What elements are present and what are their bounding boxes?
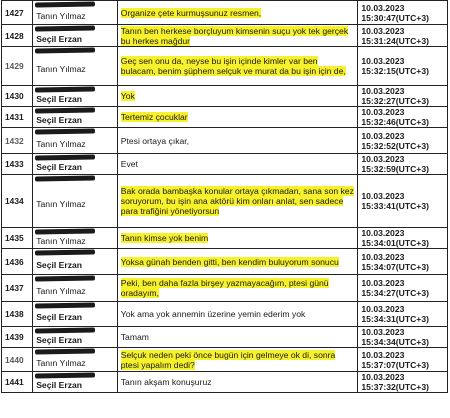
row-number: 1429 [2, 47, 33, 86]
sender-name: Tanın Yılmaz [36, 236, 86, 246]
timestamp-cell [358, 128, 448, 154]
sender-cell [33, 249, 118, 275]
row-number: 1427 [2, 1, 33, 25]
row-number: 1435 [2, 228, 33, 249]
message-cell [117, 275, 358, 302]
message-cell [117, 302, 358, 327]
timestamp-cell [358, 86, 448, 107]
message-date: 10.03.2023 [361, 154, 405, 164]
row-number: 1440 [2, 348, 33, 372]
table-row [2, 154, 448, 175]
message-time: 15:34:27(UTC+3) [361, 288, 429, 298]
message-time: 15:30:47(UTC+3) [361, 12, 429, 23]
timestamp-cell [358, 47, 448, 86]
message-text: Geç sen onu da, neyse bu işin içinde kimler var ben bulacam, benim şüphem selçuk ve murat da bu işin için de, [120, 56, 346, 76]
redaction-mark [35, 107, 95, 113]
table-row [2, 1, 448, 25]
message-cell [117, 372, 358, 393]
message-date: 10.03.2023 [361, 130, 405, 141]
sender-name: Tanın Yılmaz [36, 199, 86, 209]
table-row [2, 107, 448, 128]
redaction-mark [35, 372, 95, 378]
timestamp-cell [358, 302, 448, 327]
table-row [2, 302, 448, 327]
message-cell [117, 228, 358, 249]
sender-cell [33, 1, 118, 25]
table-row [2, 47, 448, 86]
message-log-body [2, 1, 448, 393]
row-number: 1433 [2, 154, 33, 175]
sender-cell [33, 107, 118, 128]
table-row [2, 249, 448, 275]
sender-cell [33, 228, 118, 249]
sender-name: Seçil Erzan [36, 259, 83, 270]
sender-name: Seçil Erzan [36, 312, 83, 322]
sender-cell [33, 327, 118, 348]
message-time: 15:32:15(UTC+3) [361, 66, 429, 76]
message-text: Organize çete kurmuşsunuz resmen, [120, 7, 262, 18]
sender-name: Tanın Yılmaz [36, 138, 86, 149]
message-time: 15:32:27(UTC+3) [361, 96, 429, 106]
redaction-mark [35, 302, 95, 308]
message-text: Yoksa günah benden gitti, ben kendim buluyorum sonucu [120, 256, 339, 267]
message-cell [117, 25, 358, 47]
message-time: 15:32:46(UTC+3) [361, 117, 429, 127]
sender-cell [33, 348, 118, 372]
table-row [2, 327, 448, 348]
message-date: 10.03.2023 [361, 278, 405, 288]
message-text: Ptesi ortaya çıkar, [120, 135, 190, 146]
table-row [2, 228, 448, 249]
timestamp-cell [358, 175, 448, 228]
table-row [2, 275, 448, 302]
redaction-mark [35, 249, 95, 255]
message-time: 15:32:59(UTC+3) [361, 164, 429, 174]
table-row [2, 348, 448, 372]
message-date: 10.03.2023 [361, 304, 405, 314]
message-cell [117, 107, 358, 128]
message-text: Tertemiz çocuklar [120, 112, 188, 122]
message-text: Tanın akşam konuşuruz [120, 377, 212, 387]
row-number: 1432 [2, 128, 33, 154]
row-number: 1437 [2, 275, 33, 302]
sender-cell [33, 25, 118, 47]
sender-cell [33, 154, 118, 175]
redaction-mark [35, 47, 95, 53]
message-date: 10.03.2023 [361, 86, 405, 96]
sender-name: Tanın Yılmaz [36, 357, 86, 368]
message-time: 15:34:01(UTC+3) [361, 238, 429, 248]
message-text: Peki, ben daha fazla birşey yazmayacağım, ptesi günü oradayım, [120, 278, 329, 298]
sender-cell [33, 128, 118, 154]
message-date: 10.03.2023 [361, 107, 405, 117]
redaction-mark [35, 348, 95, 354]
sender-name: Seçil Erzan [36, 380, 83, 390]
timestamp-cell [358, 249, 448, 275]
sender-name: Tanın Yılmaz [36, 286, 86, 296]
message-time: 15:31:24(UTC+3) [361, 35, 429, 46]
message-date: 10.03.2023 [361, 327, 405, 337]
message-text: Evet [120, 159, 138, 169]
message-text: Tanın ben herkese borçluyum kimsenin suçu yok tek gerçek bu herkes mağdur [120, 25, 349, 46]
table-row [2, 175, 448, 228]
timestamp-cell [358, 372, 448, 393]
redaction-mark [35, 25, 95, 31]
row-number: 1436 [2, 249, 33, 275]
message-cell [117, 128, 358, 154]
sender-cell [33, 302, 118, 327]
message-log-table [1, 0, 448, 393]
sender-cell [33, 47, 118, 86]
table-row [2, 372, 448, 393]
message-text: Yok ama yok annemin üzerine yemin ederim yok [120, 309, 306, 319]
timestamp-cell [358, 154, 448, 175]
table-row [2, 86, 448, 107]
redaction-mark [35, 1, 95, 7]
message-time: 15:34:07(UTC+3) [361, 261, 429, 272]
row-number: 1438 [2, 302, 33, 327]
message-text: Tanın kimse yok benim [120, 233, 209, 243]
sender-name: Seçil Erzan [36, 94, 83, 104]
message-date: 10.03.2023 [361, 372, 405, 382]
message-time: 15:34:34(UTC+3) [361, 337, 429, 347]
sender-name: Seçil Erzan [36, 33, 83, 44]
timestamp-cell [358, 1, 448, 25]
message-date: 10.03.2023 [361, 251, 405, 262]
sender-cell [33, 275, 118, 302]
sender-name: Seçil Erzan [36, 162, 83, 172]
redaction-mark [35, 275, 95, 281]
sender-cell [33, 175, 118, 228]
message-cell [117, 175, 358, 228]
message-time: 15:34:31(UTC+3) [361, 314, 429, 324]
message-cell [117, 86, 358, 107]
row-number: 1430 [2, 86, 33, 107]
row-number: 1441 [2, 372, 33, 393]
sender-name: Seçil Erzan [36, 115, 83, 125]
timestamp-cell [358, 228, 448, 249]
row-number: 1431 [2, 107, 33, 128]
message-time: 15:37:32(UTC+3) [361, 382, 429, 392]
message-cell [117, 154, 358, 175]
message-cell [117, 327, 358, 348]
message-date: 10.03.2023 [361, 2, 405, 13]
message-cell [117, 47, 358, 86]
message-text: Bak orada bambaşka konular ortaya çıkmadan, sana son kez soruyorum, bu işin ana aktörü kim onları anlat, sen sadece para trafiğini yönetiyorsun [120, 186, 354, 216]
row-number: 1428 [2, 25, 33, 47]
message-date: 10.03.2023 [361, 191, 405, 201]
message-date: 10.03.2023 [361, 349, 405, 360]
message-text: Selçuk neden peki önce bugün için gelmeye ok di, sonra ptesi yapalım dedi? [120, 349, 336, 370]
table-row [2, 25, 448, 47]
redaction-mark [35, 327, 95, 333]
timestamp-cell [358, 327, 448, 348]
message-text: Yok [120, 91, 135, 101]
sender-name: Tanın Yılmaz [36, 64, 86, 74]
message-text: Tamam [120, 332, 149, 342]
message-date: 10.03.2023 [361, 25, 405, 36]
sender-cell [33, 86, 118, 107]
timestamp-cell [358, 25, 448, 47]
message-cell [117, 348, 358, 372]
message-date: 10.03.2023 [361, 56, 405, 66]
sender-cell [33, 372, 118, 393]
timestamp-cell [358, 348, 448, 372]
redaction-mark [35, 154, 95, 160]
redaction-mark [35, 128, 95, 134]
message-cell [117, 249, 358, 275]
redaction-mark [35, 228, 95, 234]
sender-name: Seçil Erzan [36, 335, 83, 345]
sender-name: Tanın Yılmaz [36, 10, 86, 21]
message-time: 15:33:41(UTC+3) [361, 201, 429, 211]
message-time: 15:37:07(UTC+3) [361, 359, 429, 370]
message-date: 10.03.2023 [361, 228, 405, 238]
message-cell [117, 1, 358, 25]
message-time: 15:32:52(UTC+3) [361, 140, 429, 151]
row-number: 1439 [2, 327, 33, 348]
timestamp-cell [358, 275, 448, 302]
redaction-mark [35, 175, 95, 181]
table-row [2, 128, 448, 154]
redaction-mark [35, 86, 95, 92]
timestamp-cell [358, 107, 448, 128]
row-number: 1434 [2, 175, 33, 228]
